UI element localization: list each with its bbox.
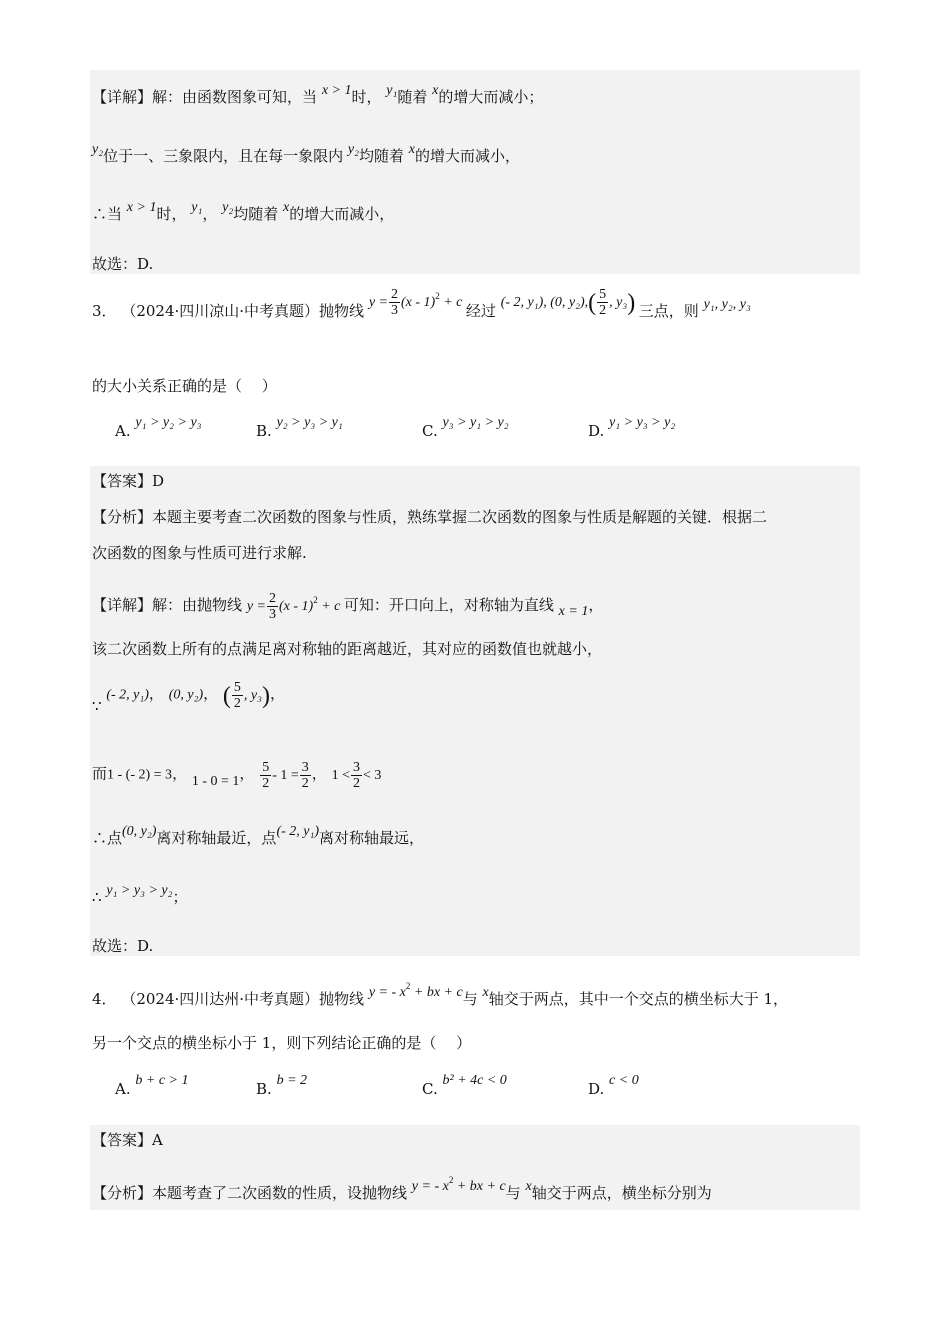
q3-choose: 故选：D. (92, 937, 154, 955)
q4-analysis-line: 【分析】本题考查了二次函数的性质，设抛物线 y = - $x^2$ + bx + c与 x轴交于两点，横坐标分别为 (92, 1175, 712, 1202)
point-2: (0, y₂) (122, 824, 157, 839)
q4-option-a[interactable]: A. b + c > 1 (115, 1073, 189, 1098)
q3-source: （2024·四川凉山·中考真题） (121, 302, 320, 320)
var-x: x (408, 142, 415, 157)
result-inequality: y₁ > y₃ > y₂ (106, 883, 173, 898)
var-y1: y₁ (191, 200, 203, 215)
q3-detail-line1: 【详解】解：由抛物线 y = $\frac{2}{3}$ (x - 1)$^2$ + c 可知：开口向上，对称轴为直线 x = 1， (92, 591, 604, 623)
q3-analysis-line1: 【分析】本题主要考查二次函数的图象与性质，熟练掌握二次函数的图象与性质是解题的关键．根据二 (92, 508, 768, 526)
q2-detail-line3: ∴当 x > 1时， y₁， y₂均随着 x的增大而减小， (92, 200, 395, 223)
q3-stem-line2: 的大小关系正确的是（ ） (92, 377, 277, 395)
q3-points: (- 2, y₁), (0, y₂),( $\frac{5}{2}$ , y₃) (500, 287, 636, 319)
var-x: x (525, 1179, 532, 1194)
q3-result-line: ∴ y₁ > y₃ > y₂； (92, 883, 188, 906)
var-y2: y₂ (92, 142, 104, 157)
q3-option-d[interactable]: D. y₁ > y₃ > y₂ (588, 415, 676, 440)
var-y1: y₁ (386, 83, 398, 98)
q3-option-b[interactable]: B. y₂ > y₃ > y₁ (256, 415, 343, 440)
point-2: (0, y₂) (168, 687, 204, 703)
q3-equation: y = $\frac{2}{3}$ (x - 1)$^2$ + c (368, 287, 463, 319)
var-y2: y₂ (347, 142, 359, 157)
q4-number: 4． (92, 990, 117, 1008)
q4-stem-line2: 另一个交点的横坐标小于 1，则下列结论正确的是（ ） (92, 1034, 472, 1052)
q4-equation: y = - $x^2$ + bx + c (368, 981, 463, 1000)
var-x: x (432, 83, 439, 98)
q3-calc-line: 而1 - (- 2) = 3， 1 - 0 = 1， $\frac{5}{2}$ - 1 = $\frac{3}{2}$ ， 1 < $\frac{3}{2}$ < 3 (92, 760, 382, 791)
q4-source: （2024·四川达州·中考真题） (121, 990, 320, 1008)
axis-of-symmetry: x = 1 (558, 604, 589, 619)
q3-points-line: ∵ (- 2, y₁)， (0, y₂)， ( $\frac{5}{2}$ , y₃)， (92, 680, 286, 715)
condition-x-gt-1: x > 1 (321, 83, 352, 98)
q3-nearest-line: ∴点(0, y₂)离对称轴最近，点(- 2, y₁)离对称轴最远， (92, 824, 425, 847)
calc-1: 1 - (- 2) = 3 (107, 767, 173, 783)
calc-3: $\frac{5}{2}$ - 1 = $\frac{3}{2}$ (262, 760, 309, 791)
var-x: x (482, 985, 489, 1000)
q3-option-c[interactable]: C. y₃ > y₁ > y₂ (422, 415, 509, 440)
detail-tag: 【详解】 (92, 88, 153, 106)
q3-detail-line2: 该二次函数上所有的点满足离对称轴的距离越近，其对应的函数值也就越小， (92, 640, 603, 658)
q3-vars: y₁, y₂, y₃ (703, 297, 751, 312)
q4-option-d[interactable]: D. c < 0 (588, 1073, 639, 1098)
var-x: x (283, 200, 290, 215)
q3-solution-block (90, 466, 860, 956)
calc-4: 1 < $\frac{3}{2}$ < 3 (331, 760, 382, 791)
point-3: ( $\frac{5}{2}$ , y₃) (222, 680, 270, 711)
var-y2: y₂ (222, 200, 234, 215)
q3-analysis-line2: 次函数的图象与性质可进行求解. (92, 544, 307, 562)
q3-stem-line1: 3． （2024·四川凉山·中考真题）抛物线 y = $\frac{2}{3}$ (x - 1)$^2$ + c 经过 (- 2, y₁), (0, y₂),( $\frac{5}{2}$ , y₃) 三点，则 y₁, y₂, y₃ (92, 287, 751, 320)
calc-2: 1 - 0 = 1 (191, 773, 240, 789)
q3-number: 3． (92, 302, 117, 320)
detail-tag: 【详解】 (92, 596, 153, 614)
condition-x-gt-1: x > 1 (126, 200, 157, 215)
q4-option-c[interactable]: C. b² + 4c < 0 (422, 1073, 507, 1098)
q3-answer: 【答案】D (92, 472, 165, 490)
q3-equation: y = $\frac{2}{3}$ (x - 1)$^2$ + c (246, 591, 341, 623)
q2-detail-line2: y₂位于一、三象限内，且在每一象限内 y₂均随着 x的增大而减小， (92, 142, 521, 165)
point-1: (- 2, y₁) (276, 824, 320, 839)
q4-option-b[interactable]: B. b = 2 (256, 1073, 308, 1098)
q2-choose: 故选：D. (92, 255, 154, 273)
q4-equation: y = - $x^2$ + bx + c (411, 1175, 506, 1194)
point-1: (- 2, y₁) (106, 687, 149, 703)
q4-stem-line1: 4． （2024·四川达州·中考真题）抛物线 y = - $x^2$ + bx + c与 x轴交于两点，其中一个交点的横坐标大于 1， (92, 981, 789, 1008)
q2-detail-line1: 【详解】解：由函数图象可知，当 x > 1时， y₁随着 x的增大而减小； (92, 83, 544, 106)
q4-answer: 【答案】A (92, 1131, 163, 1149)
q3-option-a[interactable]: A. y₁ > y₂ > y₃ (115, 415, 202, 440)
